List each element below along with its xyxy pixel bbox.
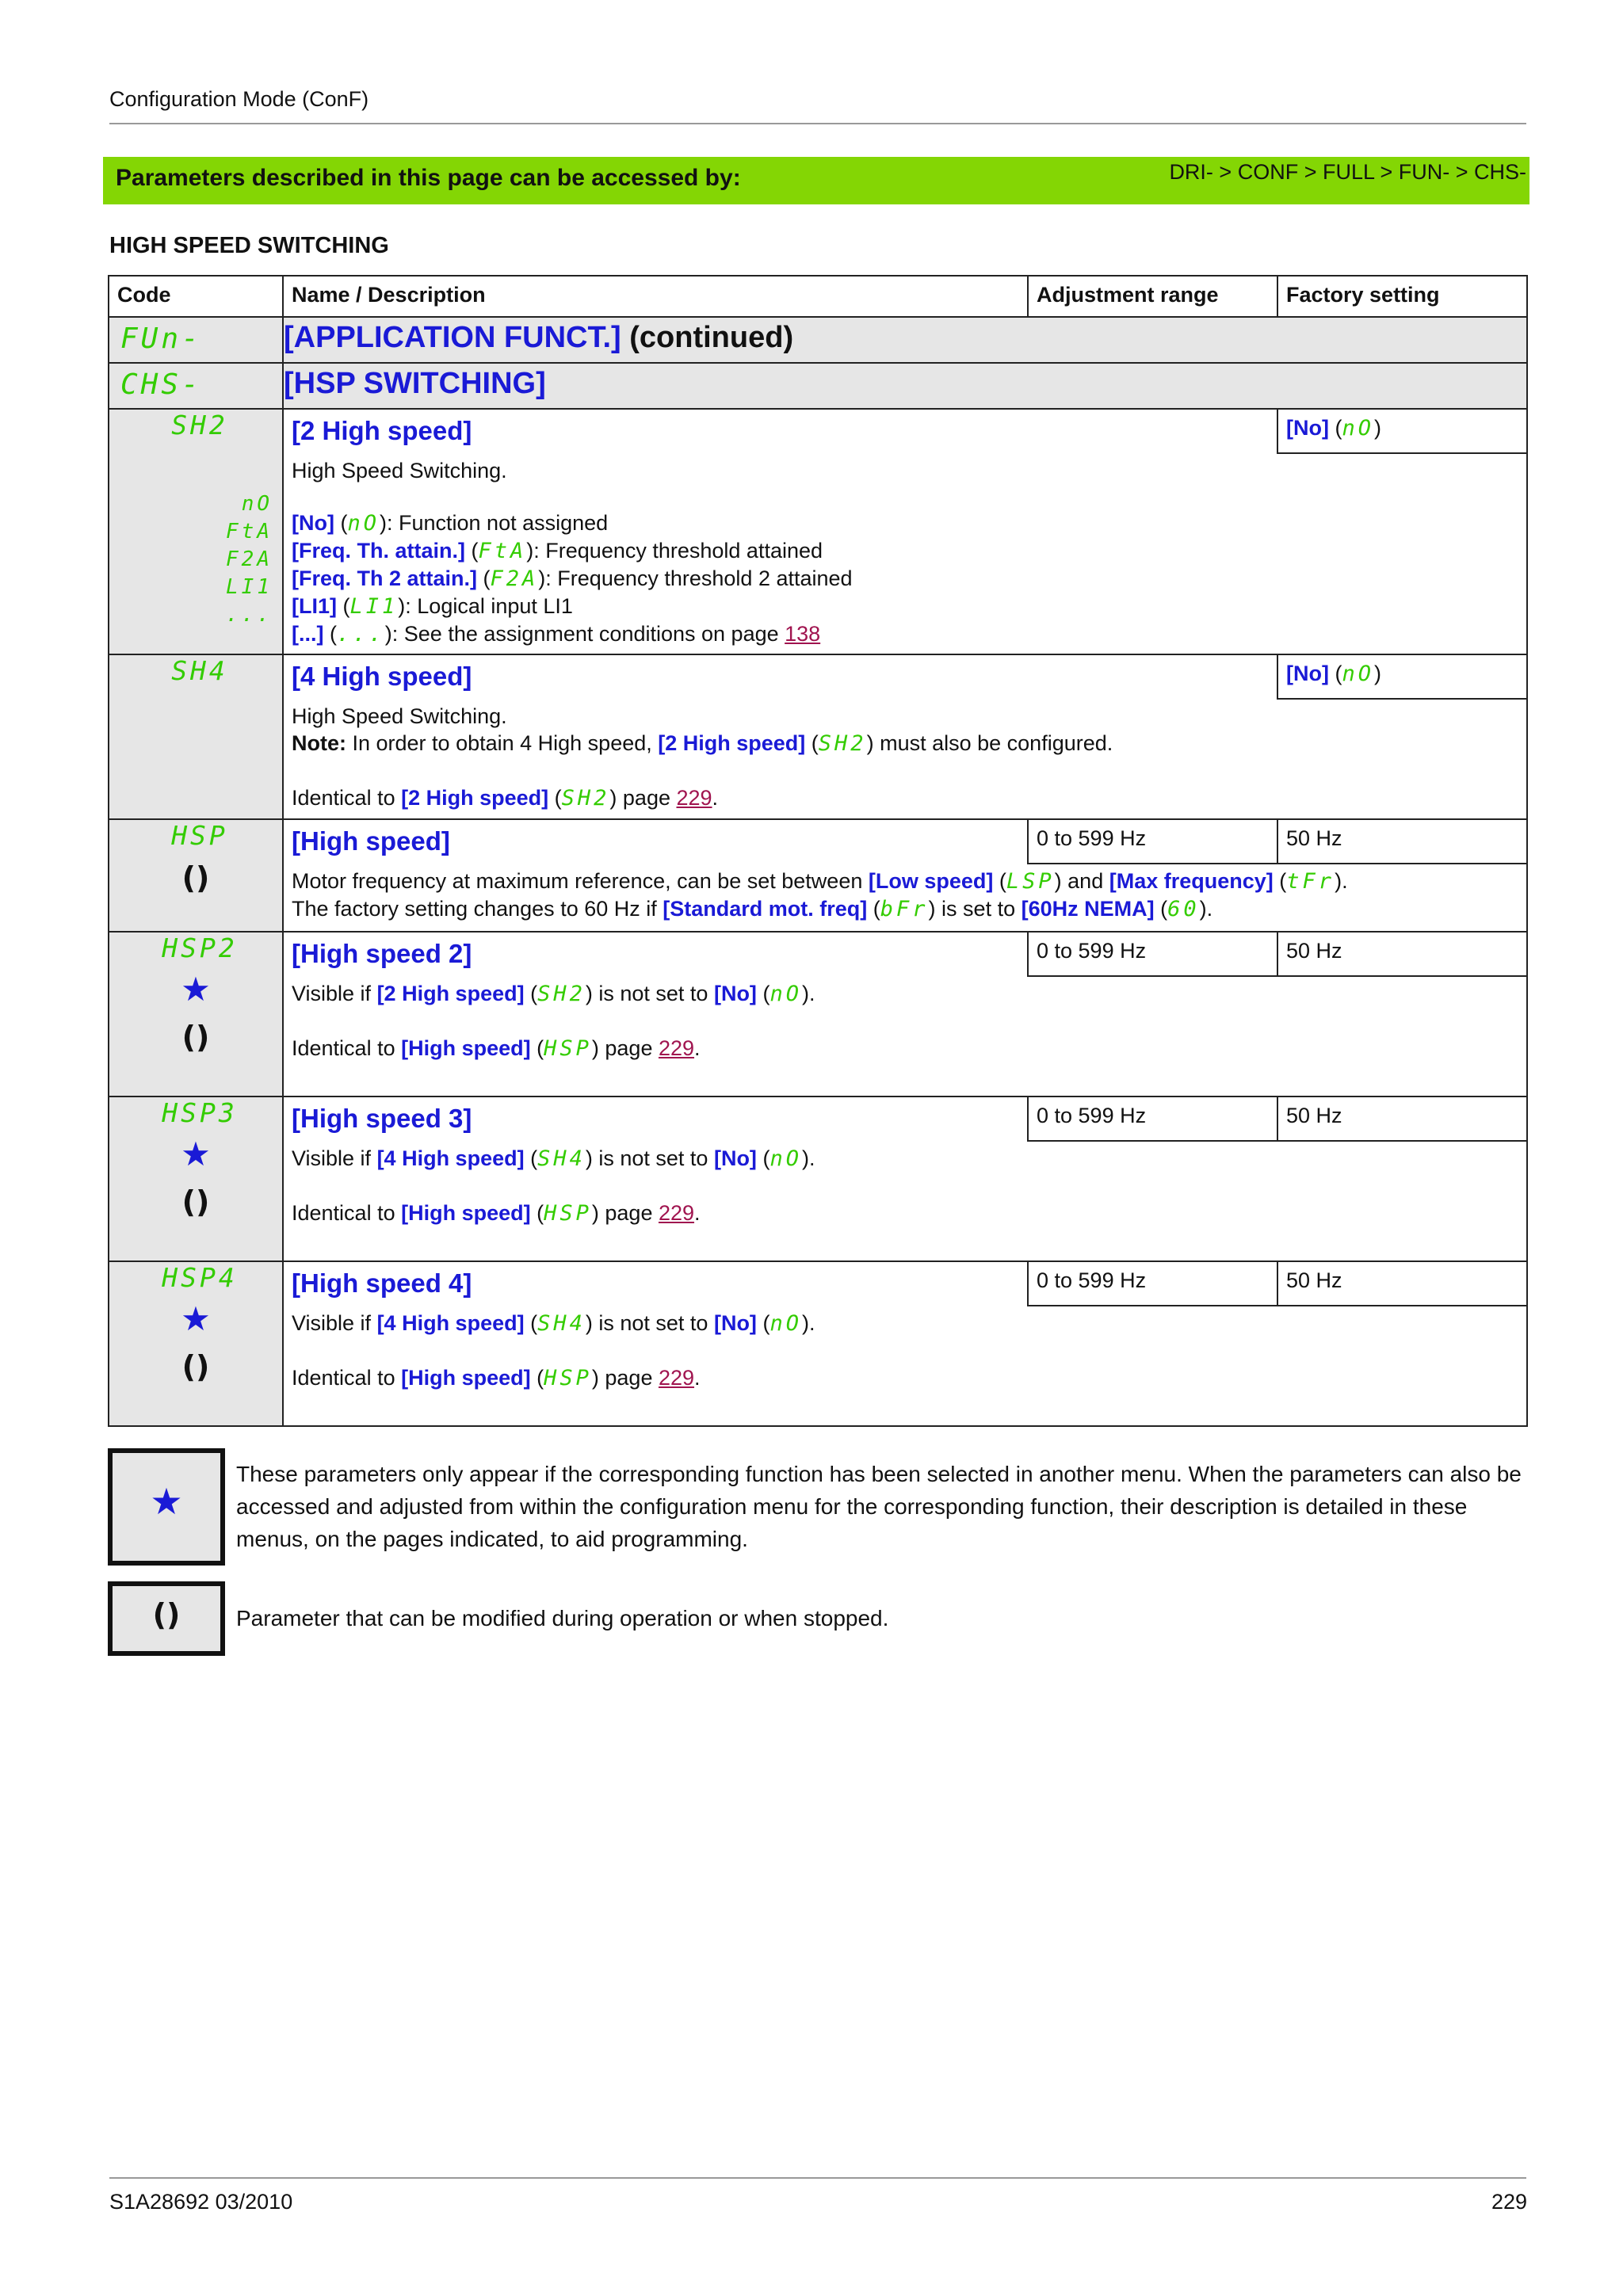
hsp-desc-2: The factory setting changes to 60 Hz if [Standard mot. freq] (bFr) is set to [60Hz NEMA] (60). (292, 897, 1213, 921)
sh4-note: Note: In order to obtain 4 High speed, [2 High speed] (SH2) must also be configured. (292, 731, 1113, 756)
table-row-chs (109, 363, 1527, 409)
code-hsp: HSP (171, 820, 228, 851)
cycle-icon: () (152, 1597, 181, 1632)
footer-page-number: 229 (1491, 2190, 1528, 2214)
hsp4-title: [High speed 4] (292, 1268, 472, 1298)
list-item: [LI1] (LI1): Logical input LI1 (292, 594, 573, 619)
sh4-desc: High Speed Switching. (292, 704, 507, 728)
opt-code-no: nO (241, 492, 273, 516)
table-header-row (109, 276, 1527, 317)
table-row-hsp4 (109, 1261, 1527, 1426)
page-link-229[interactable]: 229 (676, 786, 712, 810)
code-hsp4: HSP4 (162, 1262, 238, 1293)
hsp2-title: [High speed 2] (292, 939, 472, 968)
cycle-icon: () (181, 860, 210, 895)
col-header-name: Name / Description (283, 276, 1028, 317)
cycle-icon: () (181, 1020, 210, 1055)
banner-path: DRI- > CONF > FULL > FUN- > CHS- (1169, 160, 1526, 184)
page-link-229[interactable]: 229 (658, 1201, 695, 1225)
hsp2-factory: 50 Hz (1277, 933, 1526, 977)
sh4-title: [4 High speed] (292, 662, 472, 691)
access-banner (103, 157, 1529, 204)
opt-code-fta: FtA (226, 520, 273, 543)
legend-star-text: These parameters only appear if the corresponding function has been selected in another menu. When the parameters can also be accessed and adjusted from within the configuration menu for the corresponding function, their description is detailed in these menus, on the pages indicated, to aid programming. (236, 1462, 1522, 1551)
col-header-code: Code (109, 276, 283, 317)
col-header-range: Adjustment range (1028, 276, 1277, 317)
sh2-factory: [No] (nO) (1277, 410, 1526, 454)
table-row-hsp2 (109, 932, 1527, 1097)
chs-title: [HSP SWITCHING] (284, 367, 546, 400)
opt-code-li1: LI1 (226, 575, 273, 599)
page-link-229[interactable]: 229 (658, 1366, 695, 1390)
sh2-factory-label: [No] (1286, 416, 1329, 440)
cycle-icon: () (181, 1349, 210, 1384)
table-row-fun (109, 317, 1527, 363)
header-divider (109, 123, 1526, 124)
hsp2-range: 0 to 599 Hz (1027, 933, 1277, 977)
fun-title: [APPLICATION FUNCT.] (284, 321, 621, 354)
opt-code-more: ... (226, 603, 273, 627)
hsp3-identical: Identical to [High speed] (HSP) page 229. (292, 1201, 701, 1226)
hsp4-identical: Identical to [High speed] (HSP) page 229. (292, 1366, 701, 1390)
hsp3-title: [High speed 3] (292, 1104, 472, 1133)
cycle-icon: () (181, 1184, 210, 1219)
code-sh2: SH2 (171, 410, 228, 441)
legend-cycle-box (108, 1581, 225, 1656)
hsp4-range: 0 to 599 Hz (1027, 1262, 1277, 1306)
star-icon: ★ (181, 971, 211, 1008)
star-icon: ★ (150, 1481, 183, 1522)
code-sh4: SH4 (171, 655, 228, 686)
sh2-factory-code: nO (1342, 416, 1374, 441)
hsp-title: [High speed] (292, 826, 450, 856)
page-link-138[interactable]: 138 (785, 622, 821, 646)
sh4-factory-code: nO (1342, 662, 1374, 686)
hsp2-visible: Visible if [2 High speed] (SH2) is not set to [No] (nO). (292, 982, 815, 1006)
fun-suffix: (continued) (621, 321, 794, 354)
hsp3-visible: Visible if [4 High speed] (SH4) is not set to [No] (nO). (292, 1146, 815, 1171)
sh2-title: [2 High speed] (292, 416, 472, 445)
list-item: [Freq. Th. attain.] (FtA): Frequency threshold attained (292, 539, 823, 563)
opt-code-f2a: F2A (226, 547, 273, 571)
legend-star-box (108, 1448, 225, 1566)
sh2-options (284, 509, 1526, 648)
hsp4-visible: Visible if [4 High speed] (SH4) is not set to [No] (nO). (292, 1311, 815, 1336)
sh4-identical: Identical to [2 High speed] (SH2) page 229. (292, 786, 719, 810)
hsp3-factory: 50 Hz (1277, 1097, 1526, 1142)
list-item: [...] (...): See the assignment conditions on page 138 (292, 622, 821, 646)
sh4-factory-label: [No] (1286, 662, 1329, 685)
hsp3-range: 0 to 599 Hz (1027, 1097, 1277, 1142)
hsp2-identical: Identical to [High speed] (HSP) page 229. (292, 1036, 701, 1061)
code-fun: FUn- (120, 322, 202, 355)
code-hsp3: HSP3 (162, 1097, 238, 1128)
table-row-hsp (109, 819, 1527, 932)
hsp-factory: 50 Hz (1277, 820, 1526, 864)
list-item: [No] (nO): Function not assigned (292, 511, 609, 536)
page-header-title: Configuration Mode (ConF) (109, 87, 369, 111)
star-icon: ★ (181, 1300, 211, 1337)
footer-doc-id: S1A28692 03/2010 (109, 2190, 293, 2214)
banner-label: Parameters described in this page can be accessed by: (116, 165, 741, 191)
table-row-sh2 (109, 409, 1527, 654)
code-chs: CHS- (120, 368, 202, 401)
sh4-factory: [No] (nO) (1277, 655, 1526, 700)
page-link-229[interactable]: 229 (658, 1036, 695, 1060)
list-item: [Freq. Th 2 attain.] (F2A): Frequency threshold 2 attained (292, 566, 853, 591)
col-header-factory: Factory setting (1277, 276, 1527, 317)
legend-cycle-text: Parameter that can be modified during operation or when stopped. (236, 1606, 889, 1630)
sh2-desc: High Speed Switching. (292, 459, 507, 482)
hsp-desc-1: Motor frequency at maximum reference, can be set between [Low speed] (LSP) and [Max frequency] (tFr). (292, 869, 1348, 894)
star-icon: ★ (181, 1135, 211, 1173)
parameter-table (108, 275, 1528, 1427)
section-title: HIGH SPEED SWITCHING (109, 233, 389, 258)
table-row-sh4 (109, 654, 1527, 819)
hsp4-factory: 50 Hz (1277, 1262, 1526, 1306)
table-row-hsp3 (109, 1097, 1527, 1261)
hsp-range: 0 to 599 Hz (1027, 820, 1277, 864)
code-hsp2: HSP2 (162, 933, 238, 963)
footer-divider (109, 2177, 1526, 2179)
